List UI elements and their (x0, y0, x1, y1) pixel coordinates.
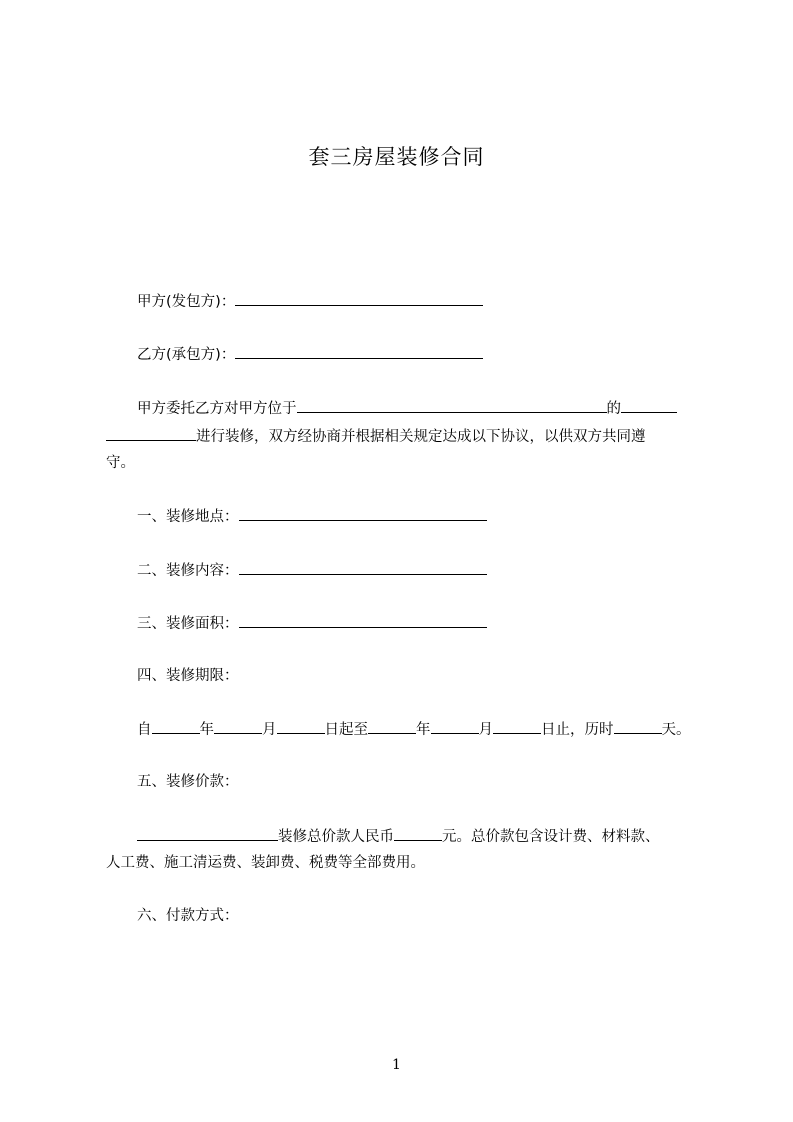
price-text-2: 元。总价款包含设计费、材料款、 (442, 829, 660, 845)
intro-text-4: 守。 (106, 455, 135, 471)
intro-line-3 (106, 453, 135, 473)
end-year-blank (368, 719, 416, 734)
intro-text-2: 的 (606, 401, 621, 417)
duration-blank (614, 719, 662, 734)
period-day-start: 日起至 (324, 722, 368, 738)
intro-property-blank-b (106, 426, 196, 441)
price-amount-blank (394, 826, 442, 841)
party-a-line (137, 291, 483, 312)
period-from: 自 (137, 722, 152, 738)
section-2-blank (239, 560, 487, 575)
intro-location-blank (297, 398, 607, 413)
period-year: 年 (199, 722, 214, 738)
section-3-blank (239, 613, 487, 628)
start-month-blank (214, 719, 262, 734)
price-text-3: 人工费、施工清运费、装卸费、税费等全部费用。 (106, 855, 425, 871)
party-b-line (137, 344, 483, 365)
price-payer-blank (137, 826, 278, 841)
section-1-label: 一、装修地点： (137, 509, 239, 525)
period-month: 月 (262, 722, 277, 738)
period-year-2: 年 (416, 722, 431, 738)
start-day-blank (277, 719, 325, 734)
section-4-heading: 四、装修期限： (137, 668, 239, 684)
party-b-label: 乙方(承包方)： (137, 347, 236, 363)
party-a-label: 甲方(发包方)： (137, 294, 236, 310)
intro-text-1: 甲方委托乙方对甲方位于 (137, 401, 297, 417)
section-5-heading: 五、装修价款： (137, 774, 239, 790)
intro-text-3: 进行装修，双方经协商并根据相关规定达成以下协议，以供双方共同遵 (196, 429, 646, 445)
price-text-1: 装修总价款人民币 (278, 829, 394, 845)
period-day-end: 日止，历时 (541, 722, 614, 738)
intro-line-2 (106, 426, 646, 447)
start-year-blank (152, 719, 200, 734)
price-line-1 (137, 826, 660, 847)
intro-property-blank-a (621, 398, 677, 413)
section-6-heading: 六、付款方式： (137, 908, 239, 924)
period-days: 天。 (661, 722, 691, 738)
section-3-line (137, 613, 487, 634)
section-2-line (137, 560, 487, 581)
section-1-blank (239, 506, 487, 521)
period-line (137, 719, 691, 740)
section-1-line (137, 506, 487, 527)
page-number: 1 (392, 1057, 401, 1073)
section-2-label: 二、装修内容： (137, 563, 239, 579)
party-a-blank (235, 291, 483, 306)
period-month-2: 月 (478, 722, 493, 738)
section-3-label: 三、装修面积： (137, 616, 239, 632)
end-month-blank (431, 719, 479, 734)
intro-line-1 (137, 398, 677, 419)
price-line-2 (106, 853, 425, 873)
end-day-blank (493, 719, 541, 734)
document-title: 套三房屋装修合同 (308, 145, 485, 169)
party-b-blank (235, 344, 483, 359)
